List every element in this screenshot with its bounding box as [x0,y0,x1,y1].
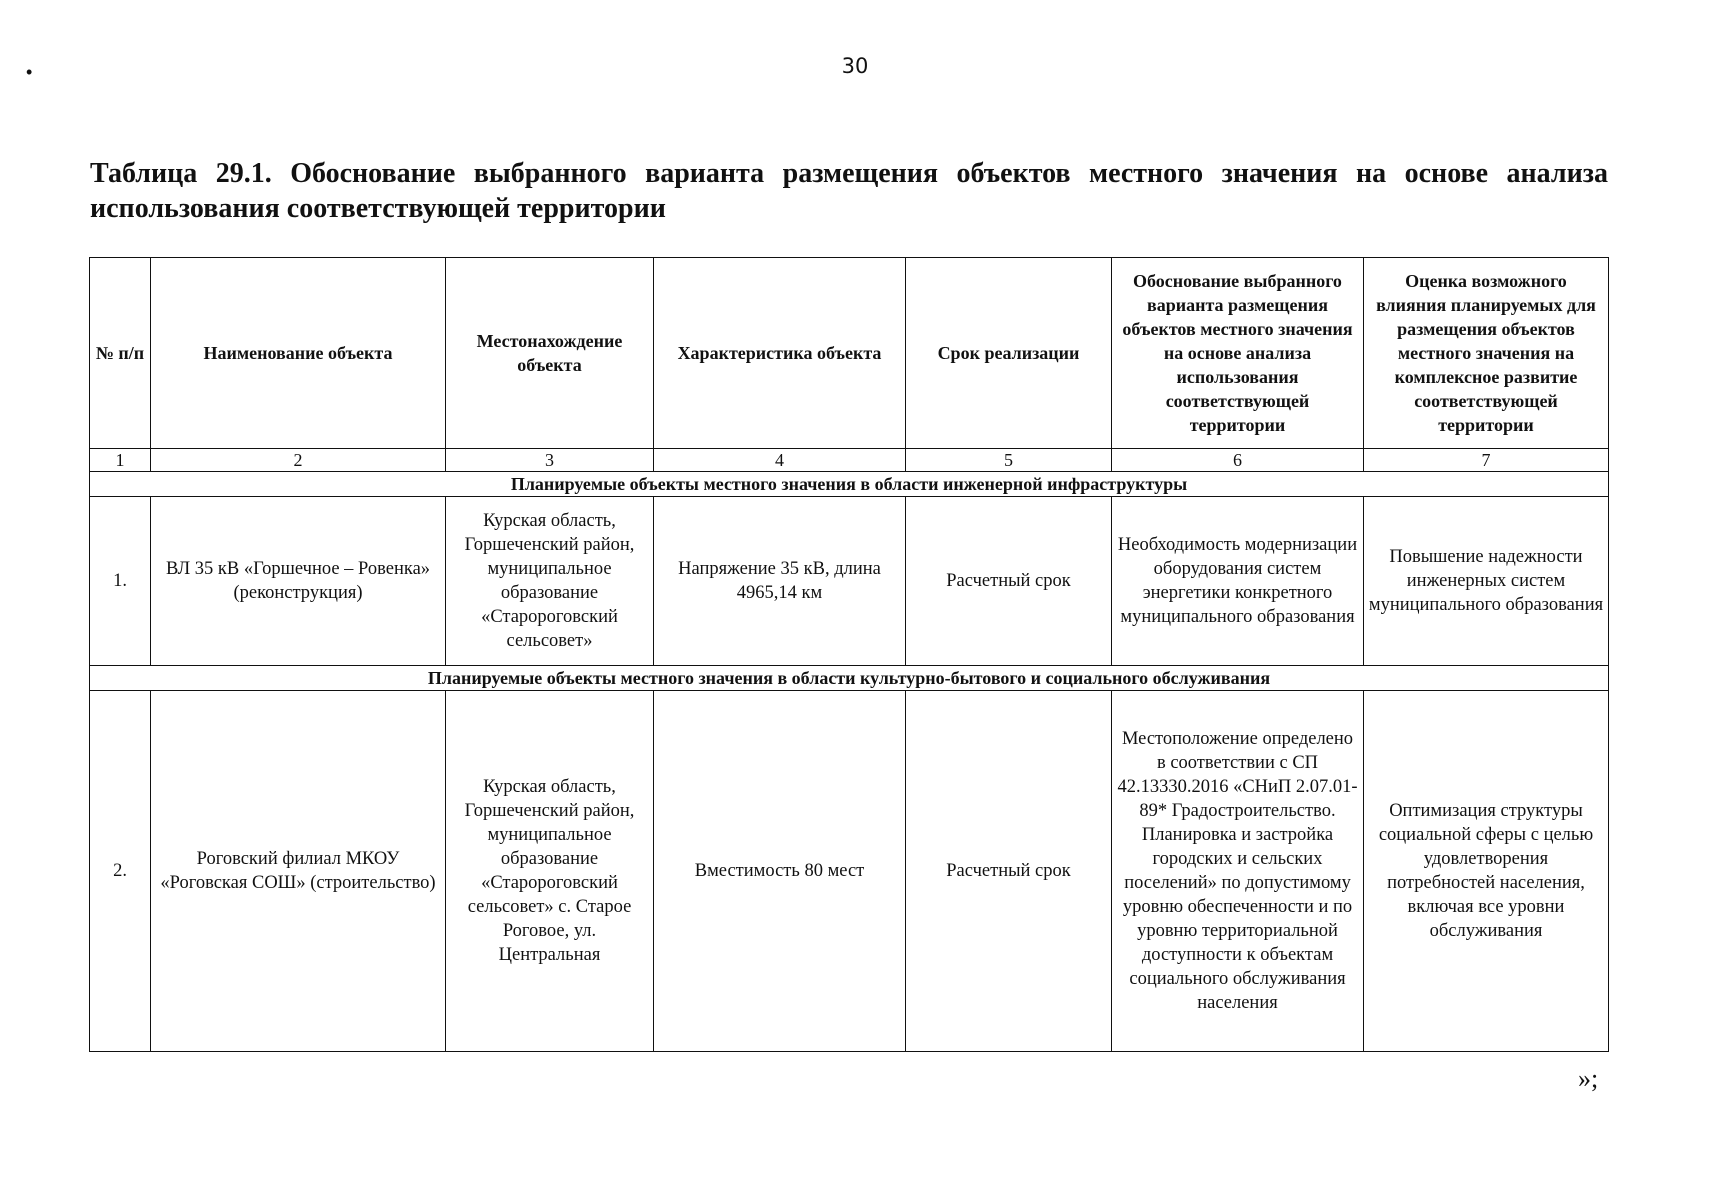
object-characteristic: Напряжение 35 кВ, длина 4965,14 км [654,497,906,666]
impact-assessment: Повышение надежности инженерных систем муниципального образования [1364,497,1609,666]
impact-assessment: Оптимизация структуры социальной сферы с целью удовлетворения потребностей населения, включая все уровни обслуживания [1364,691,1609,1052]
column-number: 6 [1112,449,1364,472]
implementation-term: Расчетный срок [906,691,1112,1052]
header-row [90,258,1609,449]
header-cell-location: Местонахождение объекта [446,258,654,449]
placement-justification: Необходимость модернизации оборудования систем энергетики конкретного муниципального образования [1112,497,1364,666]
header-cell-assessment: Оценка возможного влияния планируемых для размещения объектов местного значения на комплексное развитие соответствующей территории [1364,258,1609,449]
object-name: Роговский филиал МКОУ «Роговская СОШ» (строительство) [151,691,446,1052]
header-cell-justification: Обоснование выбранного варианта размещения объектов местного значения на основе анализа использования соответствующей территории [1112,258,1364,449]
object-name: ВЛ 35 кВ «Горшечное – Ровенка» (реконструкция) [151,497,446,666]
table-title: Таблица 29.1. Обоснование выбранного варианта размещения объектов местного значения на основе анализа использования соответствующей территории [90,158,1608,224]
column-number-row [90,449,1609,472]
object-characteristic: Вместимость 80 мест [654,691,906,1052]
header-cell-name: Наименование объекта [151,258,446,449]
table-row [90,691,1609,1052]
page-number: 30 [841,54,869,78]
header-cell-characteristic: Характеристика объекта [654,258,906,449]
column-number: 5 [906,449,1112,472]
section-row [90,472,1609,497]
page-bullet: • [26,62,33,82]
closing-quote: »; [1578,1064,1599,1093]
column-number: 2 [151,449,446,472]
column-number: 4 [654,449,906,472]
object-location: Курская область, Горшеченский район, муниципальное образование «Старороговский сельсовет» [446,497,654,666]
header-cell-number: № п/п [90,258,151,449]
column-number: 1 [90,449,151,472]
header-cell-term: Срок реализации [906,258,1112,449]
justification-table [89,257,1609,1052]
table-row [90,497,1609,666]
column-number: 3 [446,449,654,472]
row-number: 1. [90,497,151,666]
row-number: 2. [90,691,151,1052]
implementation-term: Расчетный срок [906,497,1112,666]
section-title-infrastructure: Планируемые объекты местного значения в области инженерной инфраструктуры [90,472,1609,497]
object-location: Курская область, Горшеченский район, муниципальное образование «Старороговский сельсовет» с. Старое Роговое, ул. Центральная [446,691,654,1052]
section-row [90,666,1609,691]
placement-justification: Местоположение определено в соответствии с СП 42.13330.2016 «СНиП 2.07.01-89* Градостроительство. Планировка и застройка городских и сельских поселений» по допустимому уровню обеспеченности и по уровню территориальной доступности к объектам социального обслуживания населения [1112,691,1364,1052]
column-number: 7 [1364,449,1609,472]
section-title-social: Планируемые объекты местного значения в области культурно-бытового и социального обслуживания [90,666,1609,691]
